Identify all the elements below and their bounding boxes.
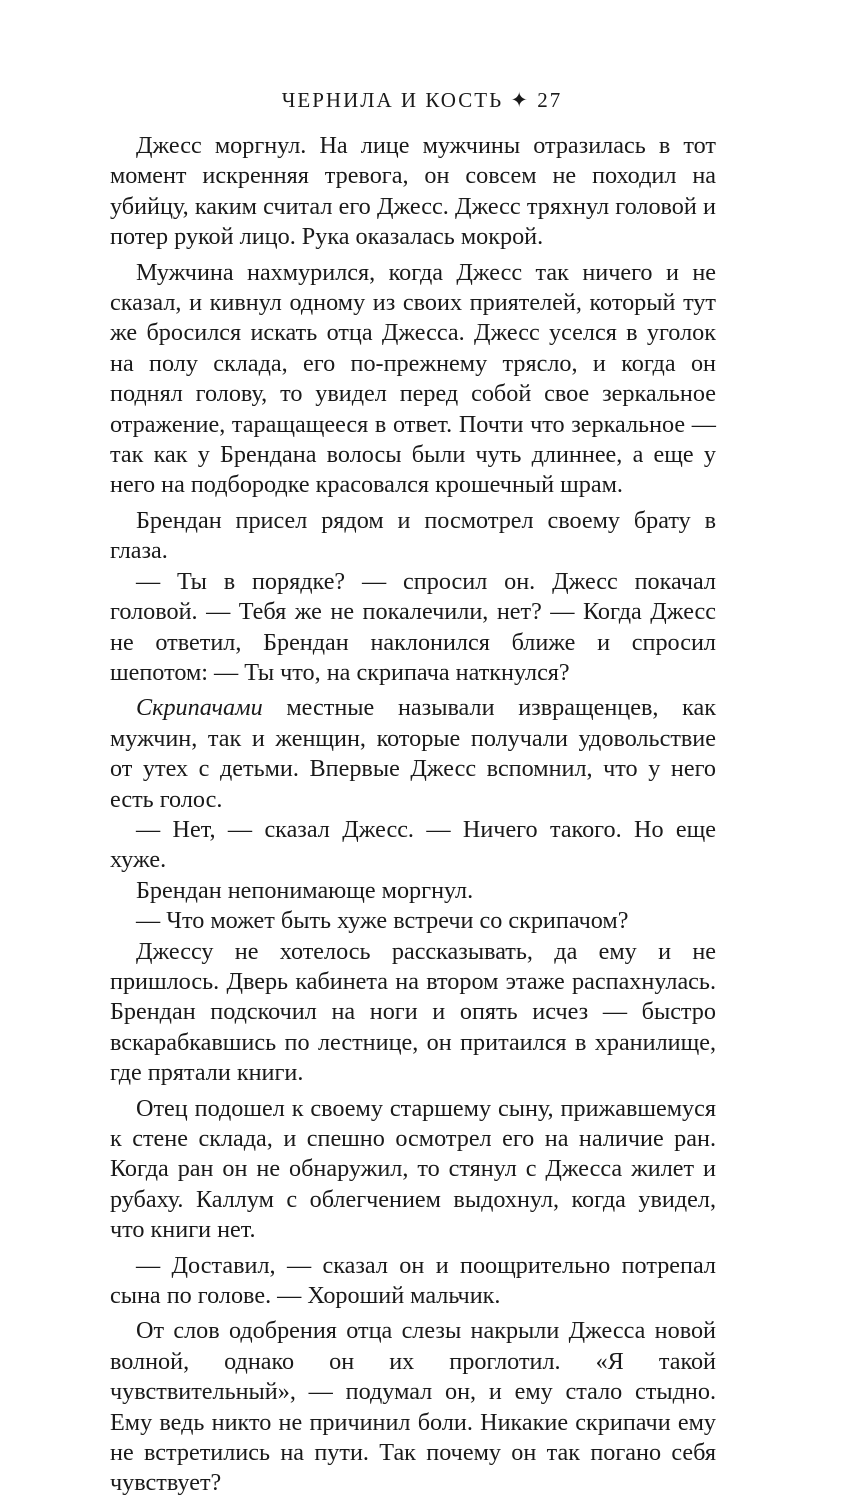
- paragraph-10: Отец подошел к своему старшему сыну, прижавшемуся к стене склада, и спешно осмотрел его на наличие ран. Когда ран он не обнаружил, то стянул с Джесса жилет и рубаху. Каллум с облегчением выдохнул, когда увидел, что книги нет.: [110, 1094, 716, 1244]
- paragraph-2: Мужчина нахмурился, когда Джесс так ничего и не сказал, и кивнул одному из своих приятелей, который тут же бросился искать отца Джесса. Джесс уселся в уголок на полу склада, его по-прежнему трясло, и когда он поднял голову, то увидел перед собой свое зеркальное отражение, таращащееся в ответ. Почти что зеркальное — так как у Брендана волосы были чуть длиннее, а еще у него на подбородке красовался крошечный шрам.: [110, 258, 716, 499]
- paragraph-5: [110, 693, 716, 815]
- paragraph-11: — Доставил, — сказал он и поощрительно потрепал сына по голове. — Хороший мальчик.: [110, 1251, 716, 1310]
- italic-term: Скрипачами: [136, 694, 263, 722]
- paragraph-9: Джессу не хотелось рассказывать, да ему и не пришлось. Дверь кабинета на втором этаже распахнулась. Брендан подскочил на ноги и опять исчез — быстро вскарабкавшись по лестнице, он притаился в хранилище, где прятали книги.: [110, 937, 716, 1087]
- paragraph-5-rest: местные называли извращенцев, как мужчин, так и женщин, которые получали удовольствие от утех с детьми. Впервые Джесс вспомнил, что у него есть голос.: [110, 694, 716, 813]
- paragraph-12: От слов одобрения отца слезы накрыли Джесса новой волной, однако он их проглотил. «Я такой чувствительный», — подумал он, и ему стало стыдно. Ему ведь никто не причинил боли. Никакие скрипачи ему не встретились на пути. Так почему он так погано себя чувствует?: [110, 1317, 716, 1497]
- paragraph-7: Брендан непонимающе моргнул.: [136, 876, 474, 904]
- paragraph-3: Брендан присел рядом и посмотрел своему брату в глаза.: [110, 506, 716, 565]
- paragraph-6: — Нет, — сказал Джесс. — Ничего такого. Но еще хуже.: [110, 815, 716, 874]
- paragraph-8: — Что может быть хуже встречи со скрипачом?: [136, 907, 629, 935]
- paragraph-1: Джесс моргнул. На лице мужчины отразилась в тот момент искренняя тревога, он совсем не походил на убийцу, каким считал его Джесс. Джесс тряхнул головой и потер рукой лицо. Рука оказалась мокрой.: [110, 132, 716, 251]
- running-head: ЧЕРНИЛА И КОСТЬ ✦ 27: [281, 88, 563, 112]
- body-text: [110, 131, 716, 1499]
- paragraph-4: — Ты в порядке? — спросил он. Джесс покачал головой. — Тебя же не покалечили, нет? — Когда Джесс не ответил, Брендан наклонился ближе и спросил шепотом: — Ты что, на скрипача наткнулся?: [110, 567, 716, 686]
